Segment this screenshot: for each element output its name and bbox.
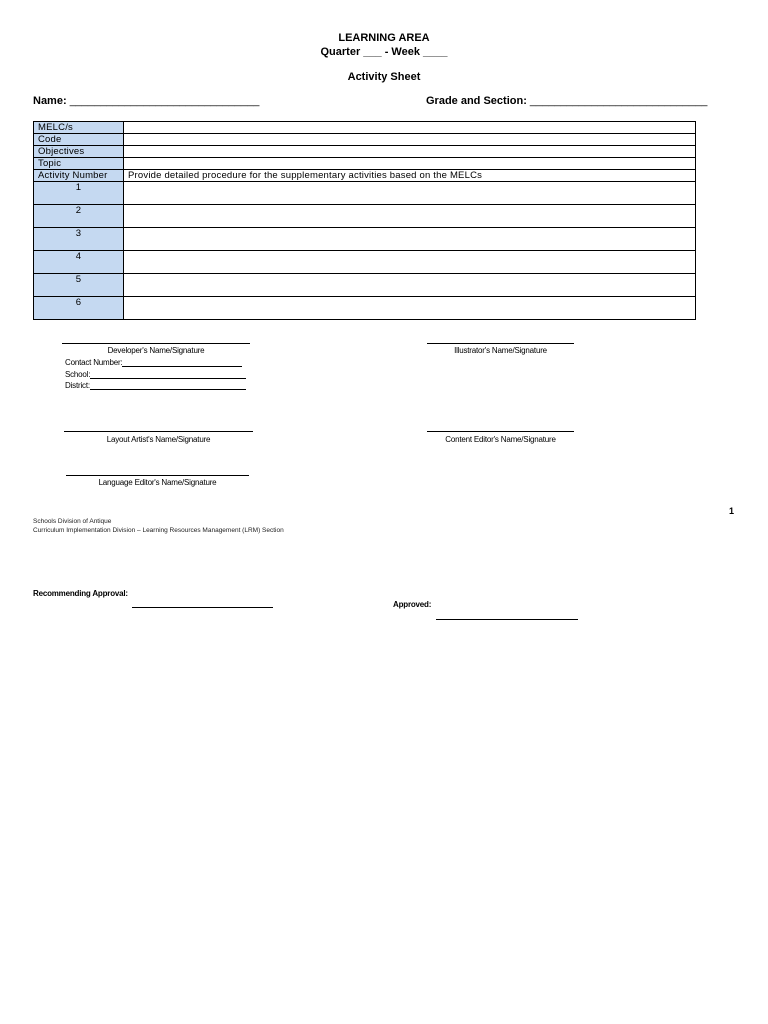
objectives-label: Objectives [34,146,124,158]
topic-label: Topic [34,158,124,170]
school-field[interactable] [65,370,246,379]
code-label: Code [34,134,124,146]
approved-label: Approved: [393,600,432,609]
table-row [34,122,696,134]
table-row [34,134,696,146]
layout-artist-signature-label: Layout Artist's Name/Signature [106,435,211,444]
table-row [34,274,696,297]
quarter-week-line: Quarter ___ - Week ____ [320,46,448,58]
activity-number: 3 [34,228,124,251]
recommending-approval-label: Recommending Approval: [33,589,128,598]
contact-number-field[interactable] [65,358,242,367]
school-blank [90,370,246,379]
layout-artist-signature-line[interactable] [64,431,253,432]
activity-cell[interactable] [124,297,696,320]
table-row [34,228,696,251]
district-field[interactable] [65,381,246,390]
objectives-cell[interactable] [124,146,696,158]
name-field[interactable] [33,95,259,107]
footer-division: Schools Division of Antique [33,518,112,525]
activity-number: 6 [34,297,124,320]
table-row [34,170,696,182]
learning-area-title: LEARNING AREA [338,32,430,44]
activity-sheet-title: Activity Sheet [347,71,421,83]
activity-number: 5 [34,274,124,297]
illustrator-signature-label: Illustrator's Name/Signature [454,346,547,355]
code-cell[interactable] [124,134,696,146]
table-row [34,182,696,205]
grade-section-blank: _____________________________ [529,95,708,107]
table-row [34,146,696,158]
contact-number-label: Contact Number: [65,358,123,367]
activity-cell[interactable] [124,274,696,297]
content-editor-signature-line[interactable] [427,431,574,432]
contact-number-blank [122,358,242,367]
name-label: Name: [33,95,67,107]
activity-number: 1 [34,182,124,205]
activity-cell[interactable] [124,251,696,274]
activity-cell[interactable] [124,182,696,205]
activity-cell[interactable] [124,205,696,228]
page-number: 1 [729,506,735,516]
language-editor-signature-label: Language Editor's Name/Signature [98,478,217,487]
table-row [34,297,696,320]
approved-line[interactable] [436,619,578,620]
developer-signature-line[interactable] [62,343,250,344]
developer-signature-label: Developer's Name/Signature [107,346,205,355]
illustrator-signature-line[interactable] [427,343,574,344]
grade-section-field[interactable] [426,95,707,107]
activity-number: 2 [34,205,124,228]
name-blank: _______________________________ [69,95,260,107]
melcs-cell[interactable] [124,122,696,134]
content-editor-signature-label: Content Editor's Name/Signature [445,435,556,444]
activity-table [33,121,696,320]
footer-section: Curriculum Implementation Division – Learning Resources Management (LRM) Section [33,527,284,534]
district-blank [90,381,246,390]
topic-cell[interactable] [124,158,696,170]
table-row [34,205,696,228]
activity-number-label: Activity Number [34,170,124,182]
table-row [34,251,696,274]
school-label: School: [65,370,91,379]
table-row [34,158,696,170]
grade-section-label: Grade and Section: [426,95,527,107]
melcs-label: MELC/s [34,122,124,134]
activity-number: 4 [34,251,124,274]
language-editor-signature-line[interactable] [66,475,249,476]
recommending-approval-line[interactable] [132,607,273,608]
activity-cell[interactable] [124,228,696,251]
procedure-instruction: Provide detailed procedure for the supplementary activities based on the MELCs [124,170,696,182]
district-label: District: [65,381,90,390]
